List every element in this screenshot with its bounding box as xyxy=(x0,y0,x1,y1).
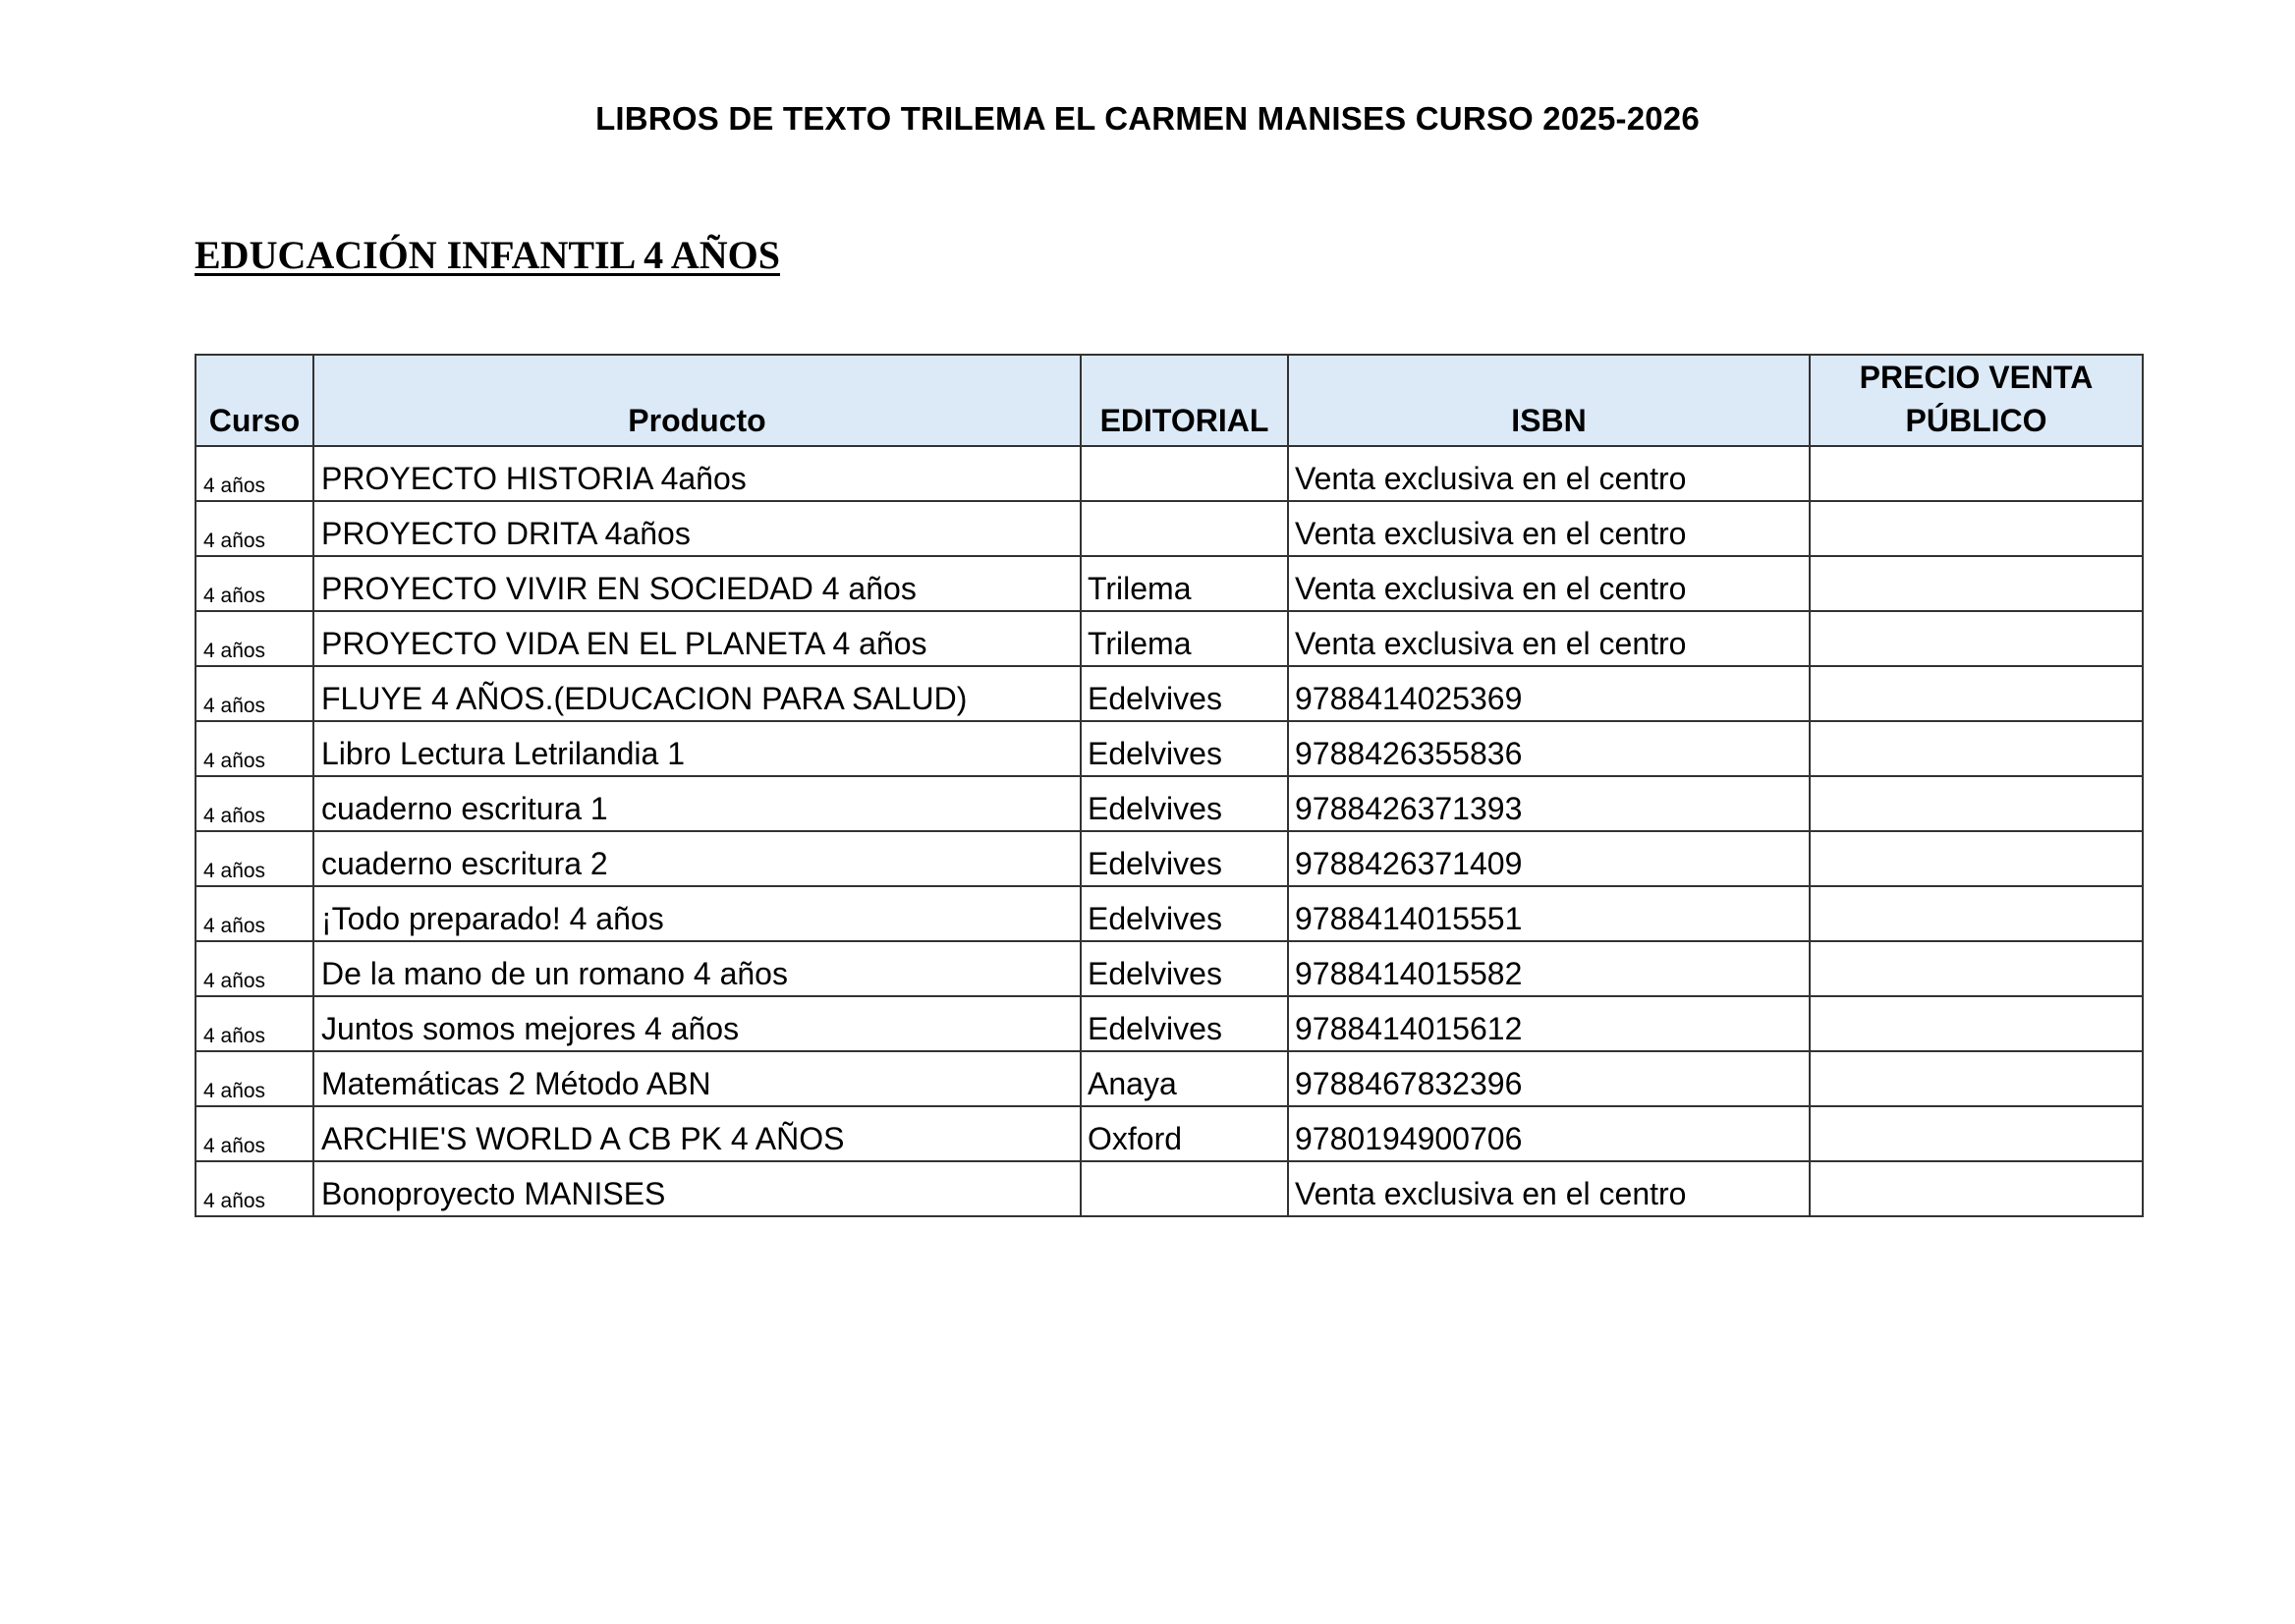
table-header-row xyxy=(196,355,2143,446)
cell-precio xyxy=(1810,1161,2143,1216)
cell-curso: 4 años xyxy=(196,1161,313,1216)
cell-isbn: Venta exclusiva en el centro xyxy=(1288,501,1810,556)
cell-producto: cuaderno escritura 1 xyxy=(313,776,1081,831)
table-row xyxy=(196,1161,2143,1216)
table-body xyxy=(196,446,2143,1216)
cell-editorial xyxy=(1081,501,1288,556)
cell-isbn: Venta exclusiva en el centro xyxy=(1288,1161,1810,1216)
table-row xyxy=(196,446,2143,501)
cell-producto: Matemáticas 2 Método ABN xyxy=(313,1051,1081,1106)
cell-curso: 4 años xyxy=(196,776,313,831)
cell-editorial: Edelvives xyxy=(1081,996,1288,1051)
cell-precio xyxy=(1810,611,2143,666)
cell-editorial: Edelvives xyxy=(1081,666,1288,721)
table-row xyxy=(196,1106,2143,1161)
cell-producto: cuaderno escritura 2 xyxy=(313,831,1081,886)
table-row xyxy=(196,996,2143,1051)
cell-precio xyxy=(1810,996,2143,1051)
cell-producto: ¡Todo preparado! 4 años xyxy=(313,886,1081,941)
cell-producto: PROYECTO VIVIR EN SOCIEDAD 4 años xyxy=(313,556,1081,611)
cell-curso: 4 años xyxy=(196,886,313,941)
table-row xyxy=(196,941,2143,996)
cell-producto: Juntos somos mejores 4 años xyxy=(313,996,1081,1051)
cell-editorial: Oxford xyxy=(1081,1106,1288,1161)
table-row xyxy=(196,556,2143,611)
cell-curso: 4 años xyxy=(196,996,313,1051)
cell-curso: 4 años xyxy=(196,446,313,501)
cell-producto: De la mano de un romano 4 años xyxy=(313,941,1081,996)
cell-producto: Bonoproyecto MANISES xyxy=(313,1161,1081,1216)
cell-curso: 4 años xyxy=(196,556,313,611)
cell-isbn: Venta exclusiva en el centro xyxy=(1288,556,1810,611)
table-row xyxy=(196,721,2143,776)
cell-isbn: 9788414025369 xyxy=(1288,666,1810,721)
cell-editorial xyxy=(1081,1161,1288,1216)
document-title: LIBROS DE TEXTO TRILEMA EL CARMEN MANISES CURSO 2025-2026 xyxy=(595,100,1700,137)
cell-curso: 4 años xyxy=(196,831,313,886)
cell-isbn: 9788426371409 xyxy=(1288,831,1810,886)
cell-isbn: 9788426355836 xyxy=(1288,721,1810,776)
cell-producto: FLUYE 4 AÑOS.(EDUCACION PARA SALUD) xyxy=(313,666,1081,721)
cell-editorial: Edelvives xyxy=(1081,941,1288,996)
cell-precio xyxy=(1810,501,2143,556)
table-row xyxy=(196,1051,2143,1106)
cell-curso: 4 años xyxy=(196,721,313,776)
header-producto: Producto xyxy=(313,355,1081,446)
cell-isbn: 9788414015582 xyxy=(1288,941,1810,996)
cell-isbn: 9788414015612 xyxy=(1288,996,1810,1051)
table-row xyxy=(196,776,2143,831)
cell-isbn: Venta exclusiva en el centro xyxy=(1288,446,1810,501)
cell-precio xyxy=(1810,556,2143,611)
cell-curso: 4 años xyxy=(196,1106,313,1161)
cell-curso: 4 años xyxy=(196,1051,313,1106)
section-heading: EDUCACIÓN INFANTIL 4 AÑOS xyxy=(195,233,781,277)
cell-producto: PROYECTO HISTORIA 4años xyxy=(313,446,1081,501)
header-isbn: ISBN xyxy=(1288,355,1810,446)
cell-editorial: Anaya xyxy=(1081,1051,1288,1106)
table-row xyxy=(196,501,2143,556)
cell-producto: PROYECTO VIDA EN EL PLANETA 4 años xyxy=(313,611,1081,666)
cell-producto: Libro Lectura Letrilandia 1 xyxy=(313,721,1081,776)
cell-editorial: Edelvives xyxy=(1081,886,1288,941)
cell-precio xyxy=(1810,941,2143,996)
cell-curso: 4 años xyxy=(196,501,313,556)
cell-precio xyxy=(1810,886,2143,941)
cell-editorial: Trilema xyxy=(1081,556,1288,611)
cell-precio xyxy=(1810,1106,2143,1161)
cell-editorial xyxy=(1081,446,1288,501)
header-editorial: EDITORIAL xyxy=(1081,355,1288,446)
cell-precio xyxy=(1810,666,2143,721)
cell-precio xyxy=(1810,1051,2143,1106)
cell-precio xyxy=(1810,776,2143,831)
table-row xyxy=(196,886,2143,941)
cell-curso: 4 años xyxy=(196,611,313,666)
textbook-table xyxy=(195,354,2144,1217)
cell-isbn: 9788467832396 xyxy=(1288,1051,1810,1106)
cell-producto: PROYECTO DRITA 4años xyxy=(313,501,1081,556)
cell-curso: 4 años xyxy=(196,941,313,996)
cell-isbn: 9788414015551 xyxy=(1288,886,1810,941)
table-row xyxy=(196,831,2143,886)
cell-editorial: Edelvives xyxy=(1081,831,1288,886)
cell-isbn: 9788426371393 xyxy=(1288,776,1810,831)
cell-precio xyxy=(1810,721,2143,776)
cell-editorial: Edelvives xyxy=(1081,776,1288,831)
header-precio: PRECIO VENTA PÚBLICO xyxy=(1810,355,2143,446)
cell-editorial: Trilema xyxy=(1081,611,1288,666)
cell-editorial: Edelvives xyxy=(1081,721,1288,776)
cell-precio xyxy=(1810,446,2143,501)
cell-producto: ARCHIE'S WORLD A CB PK 4 AÑOS xyxy=(313,1106,1081,1161)
table-row xyxy=(196,666,2143,721)
table-row xyxy=(196,611,2143,666)
header-curso: Curso xyxy=(196,355,313,446)
cell-precio xyxy=(1810,831,2143,886)
cell-isbn: 9780194900706 xyxy=(1288,1106,1810,1161)
cell-curso: 4 años xyxy=(196,666,313,721)
cell-isbn: Venta exclusiva en el centro xyxy=(1288,611,1810,666)
